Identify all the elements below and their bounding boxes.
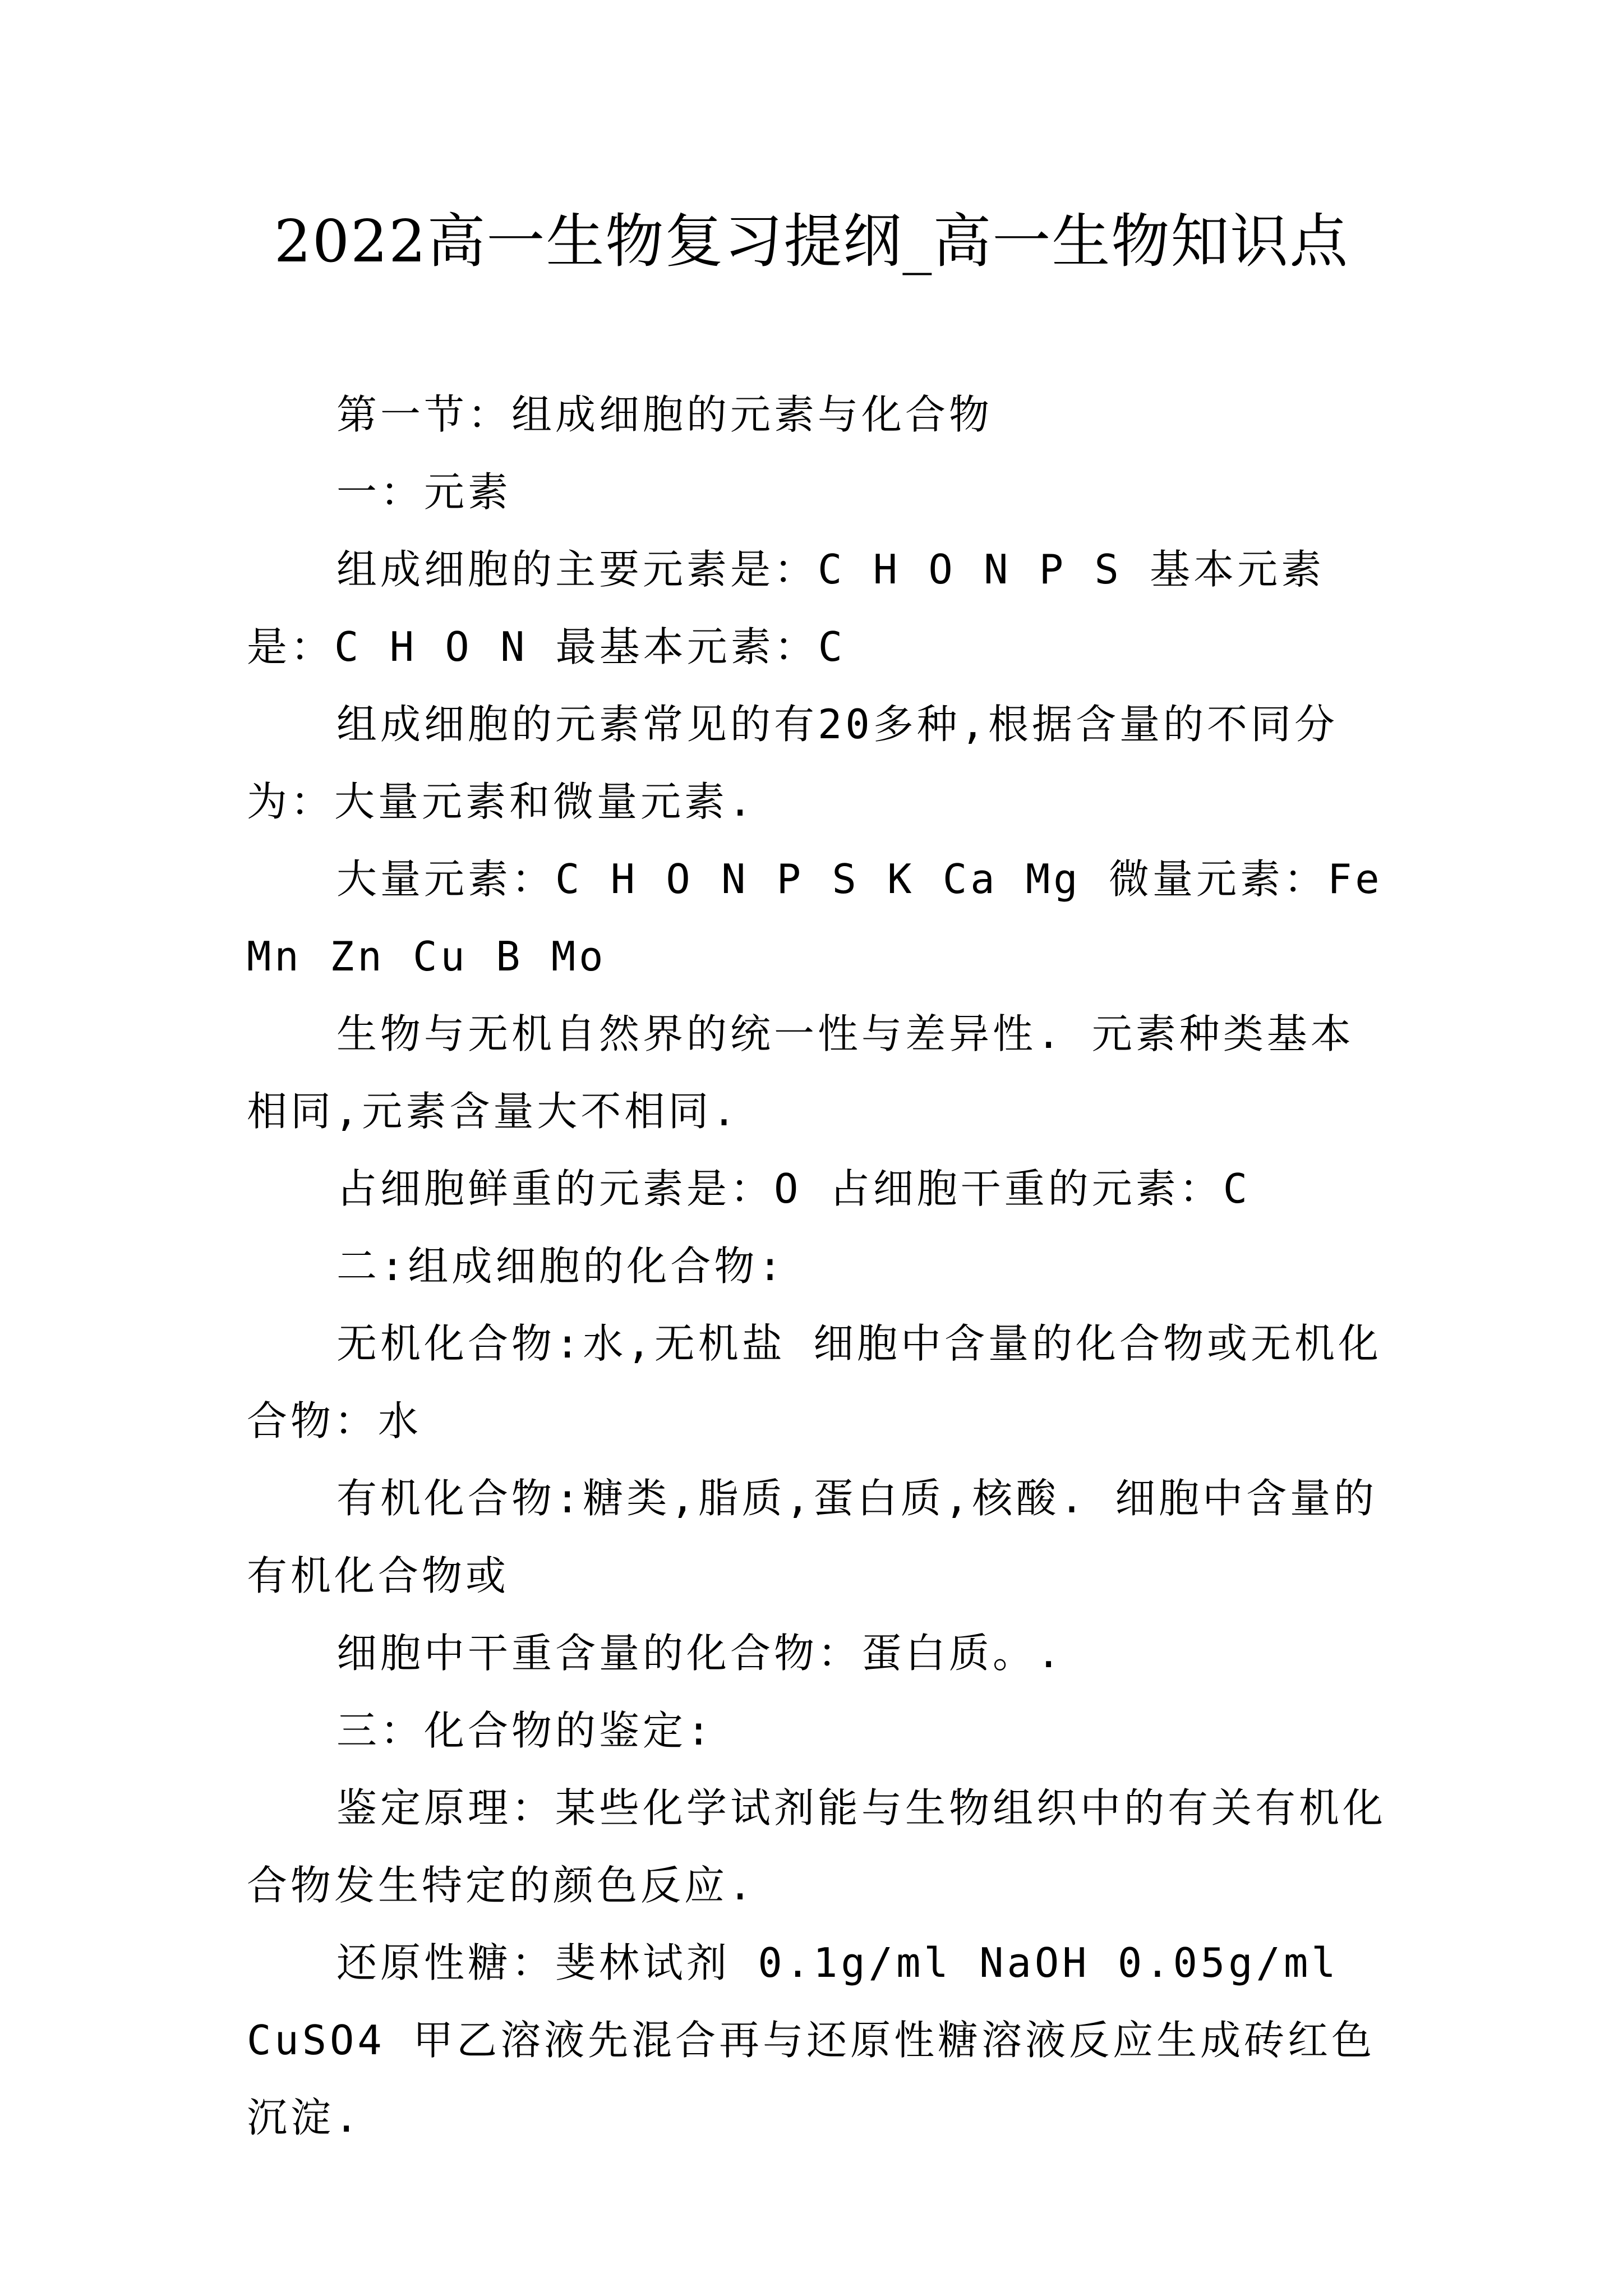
paragraph: 生物与无机自然界的统一性与差异性. 元素种类基本相同,元素含量大不相同. bbox=[247, 1010, 1354, 1135]
paragraph: 无机化合物:水,无机盐 细胞中含量的化合物或无机化合物：水 bbox=[247, 1320, 1382, 1444]
document-title: 2022高一生物复习提纲_高一生物知识点 bbox=[274, 207, 1349, 275]
subsection-heading: 三：化合物的鉴定: bbox=[336, 1707, 714, 1754]
subsection-heading: 一：元素 bbox=[336, 468, 512, 516]
paragraph: 鉴定原理：某些化学试剂能与生物组织中的有关有机化合物发生特定的颜色反应. bbox=[247, 1784, 1387, 1909]
subsection-heading: 二:组成细胞的化合物: bbox=[336, 1243, 786, 1290]
paragraph: 占细胞鲜重的元素是：O 占细胞干重的元素：C bbox=[336, 1165, 1251, 1212]
paragraph: 组成细胞的主要元素是：C H O N P S 基本元素是：C H O N 最基本元素：C bbox=[247, 546, 1325, 670]
paragraph: 有机化合物:糖类,脂质,蛋白质,核酸. 细胞中含量的有机化合物或 bbox=[247, 1475, 1378, 1599]
paragraph: 细胞中干重含量的化合物：蛋白质。. bbox=[336, 1630, 1064, 1677]
section-heading: 第一节：组成细胞的元素与化合物 bbox=[336, 391, 993, 438]
document-body bbox=[247, 376, 1391, 2156]
paragraph: 还原性糖：斐林试剂 0.1g/ml NaOH 0.05g/ml CuSO4 甲乙溶液先混合再与还原性糖溶液反应生成砖红色沉淀. bbox=[247, 1939, 1376, 2141]
paragraph: 大量元素：C H O N P S K Ca Mg 微量元素：Fe Mn Zn Cu B Mo bbox=[247, 855, 1383, 980]
paragraph: 组成细胞的元素常见的有20多种,根据含量的不同分为：大量元素和微量元素. bbox=[247, 701, 1339, 825]
